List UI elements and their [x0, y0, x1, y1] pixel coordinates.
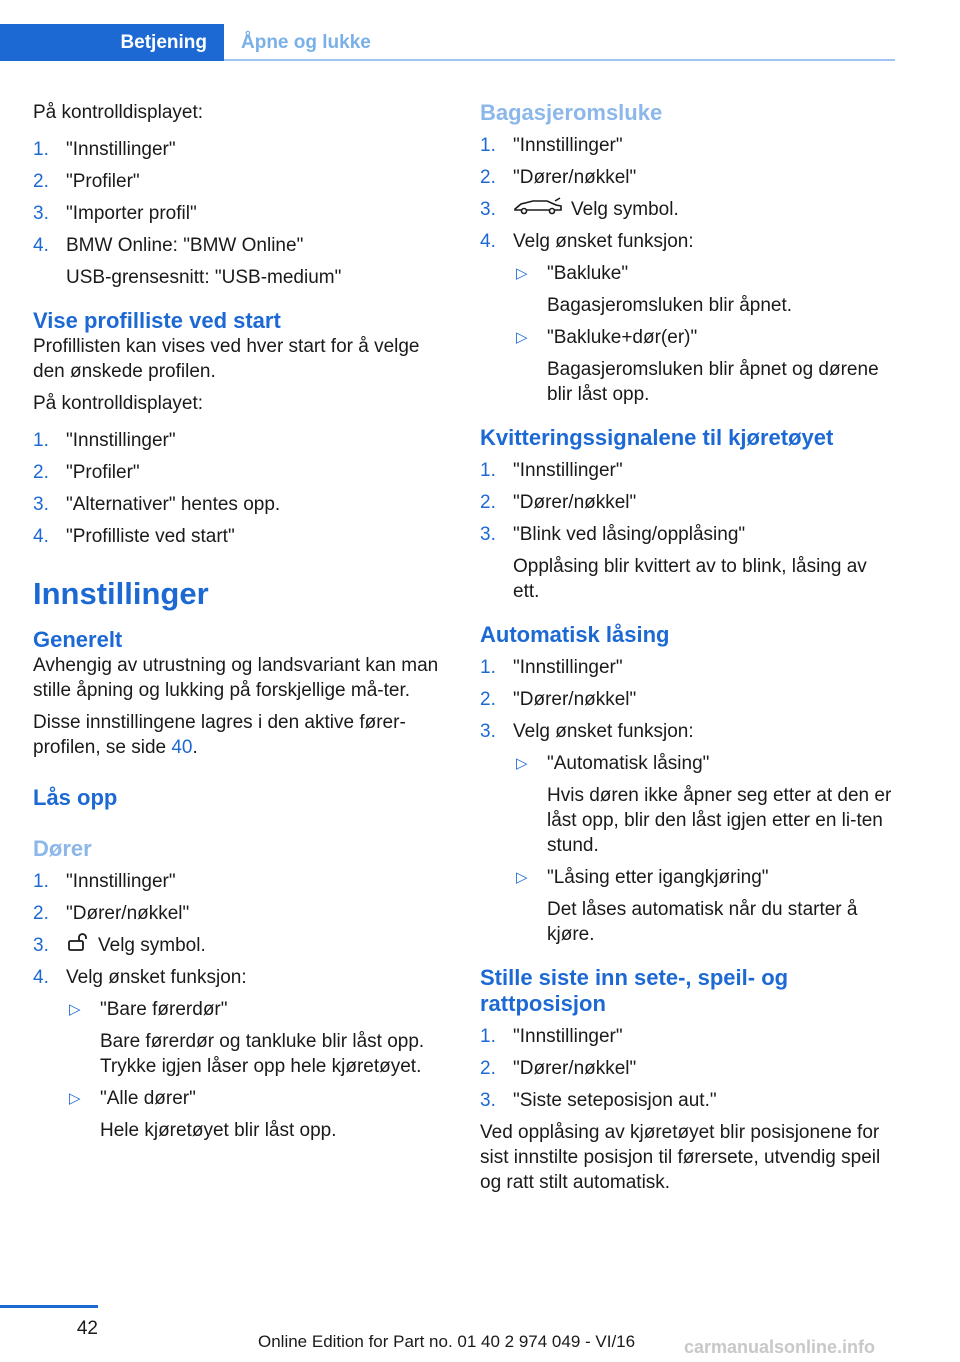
- page-header: [0, 24, 895, 61]
- list-item: 4. "Profilliste ved start": [33, 526, 235, 547]
- list-item: 2. "Dører/nøkkel": [480, 689, 637, 711]
- list-item: 3. Velg symbol.: [33, 933, 451, 958]
- triangle-bullet-icon: ▷: [69, 1001, 81, 1019]
- list-item: 3. "Alternativer" hentes opp.: [33, 494, 281, 515]
- triangle-bullet-icon: ▷: [516, 329, 528, 347]
- heading-kvitteringssignalene: Kvitteringssignalene til kjøretøyet: [480, 425, 834, 451]
- heading-stille-siste: Stille siste inn sete-, speil- og rattposisjon: [480, 965, 789, 1017]
- option-item: ▷ "Låsing etter igangkjøring" Det låses automatisk når du starter å kjøre.: [516, 867, 858, 946]
- body-text: Disse innstillingene lagres i den aktive fører-profilen, se side 40.: [33, 712, 406, 758]
- car-trunk-icon: [513, 197, 563, 222]
- option-item: ▷ "Bare førerdør" Bare førerdør og tankluke blir låst opp. Trykke igjen låser opp hele kjøretøyet.: [69, 999, 425, 1078]
- steps-list: [480, 133, 898, 407]
- heading-automatisk-lasing: Automatisk låsing: [480, 622, 670, 648]
- option-item: ▷ "Alle dører" Hele kjøretøyet blir låst opp.: [69, 1088, 337, 1142]
- heading-bagasjeromsluke: Bagasjeromsluke: [480, 100, 663, 125]
- option-item: ▷ "Bakluke+dør(er)" Bagasjeromsluken blir åpnet og dørene blir låst opp.: [516, 327, 879, 406]
- body-text: Ved opplåsing av kjøretøyet blir posisjonene for sist innstilte posisjon til førersete, utvendig speil og ratt stilt automatisk.: [480, 1122, 881, 1194]
- page-link[interactable]: 40: [171, 737, 193, 758]
- list-item: 2. "Profiler": [33, 171, 140, 192]
- option-list: [513, 261, 898, 407]
- list-item: 2. "Dører/nøkkel": [480, 167, 637, 188]
- list-item: 4. Velg ønsket funksjon: ▷ "Bakluke" Bagasjeromsluken blir åpnet. ▷ "Bakluke+dør(er)" Bagasjeromsluken blir åpnet og dørene blir låst opp.: [480, 229, 898, 407]
- footer-divider: [0, 1305, 98, 1308]
- triangle-bullet-icon: ▷: [516, 265, 528, 283]
- list-item: 1. "Innstillinger": [480, 460, 623, 482]
- triangle-bullet-icon: ▷: [516, 869, 528, 887]
- list-item: 3. "Blink ved låsing/opplåsing" Opplåsing blir kvittert av to blink, låsing av ett.: [480, 524, 867, 603]
- body-text: Profillisten kan vises ved hver start for å velge den ønskede profilen.: [33, 336, 420, 382]
- list-item: 2. "Dører/nøkkel": [33, 903, 190, 924]
- list-item: 1. "Innstillinger": [480, 135, 623, 156]
- list-item: 2. "Dører/nøkkel": [480, 1058, 637, 1080]
- list-item: 3. "Siste seteposisjon aut.": [480, 1090, 717, 1112]
- heading-vise-profilliste: Vise profilliste ved start: [33, 308, 281, 333]
- triangle-bullet-icon: ▷: [516, 755, 528, 773]
- section-tab-apne-og-lukke[interactable]: [241, 24, 371, 61]
- triangle-bullet-icon: ▷: [69, 1090, 81, 1108]
- header-divider: [224, 59, 895, 61]
- steps-list: [33, 869, 451, 1143]
- edition-text: Online Edition for Part no. 01 40 2 974 049 - VI/16: [258, 1332, 636, 1351]
- page-number: 42: [76, 1318, 98, 1339]
- steps-list: [480, 1024, 898, 1113]
- list-item: 1. "Innstillinger": [33, 430, 176, 451]
- list-item: 1. "Innstillinger": [33, 871, 176, 892]
- list-item: 3. Velg symbol.: [480, 197, 898, 222]
- heading-innstillinger: Innstillinger: [33, 576, 209, 611]
- body-text: Avhengig av utrustning og landsvariant kan man stille åpning og lukking på forskjellige må-ter.: [33, 655, 439, 701]
- option-list: [513, 751, 898, 947]
- intro-text: På kontrolldisplayet:: [33, 393, 204, 414]
- heading-las-opp: Lås opp: [33, 785, 118, 810]
- left-column: [33, 100, 451, 1150]
- list-item: 4. BMW Online: "BMW Online" USB-grensesnitt: "USB-medium": [33, 235, 342, 288]
- steps-list: [480, 655, 898, 947]
- section-label: Betjening: [120, 31, 207, 53]
- unlock-icon: [66, 933, 90, 958]
- section-tab-betjening[interactable]: [0, 24, 224, 61]
- list-item: 3. Velg ønsket funksjon: ▷ "Automatisk låsing" Hvis døren ikke åpner seg etter at den er låst opp, blir den låst igjen etter en li-ten stund. ▷ "Låsing etter igangkjøring" Det låses automatisk når du starter å kjøre.: [480, 719, 898, 947]
- steps-list: [480, 458, 898, 604]
- option-item: ▷ "Bakluke" Bagasjeromsluken blir åpnet.: [516, 263, 793, 317]
- heading-generelt: Generelt: [33, 627, 123, 652]
- list-item: 1. "Innstillinger": [480, 657, 623, 679]
- watermark: carmanualsonline.info: [684, 1337, 876, 1357]
- right-column: [480, 100, 898, 1195]
- list-item: 4. Velg ønsket funksjon: ▷ "Bare førerdør" Bare førerdør og tankluke blir låst opp. Trykke igjen låser opp hele kjøretøyet. ▷ "Alle dører" Hele kjøretøyet blir låst opp.: [33, 965, 451, 1143]
- intro-text: På kontrolldisplayet:: [33, 102, 204, 123]
- section-label: Åpne og lukke: [241, 31, 371, 53]
- list-item: 3. "Importer profil": [33, 203, 197, 224]
- list-item: 2. "Profiler": [33, 462, 140, 483]
- list-item: 2. "Dører/nøkkel": [480, 492, 637, 514]
- steps-list: [33, 428, 451, 549]
- list-item: 1. "Innstillinger": [33, 139, 176, 160]
- option-list: [66, 997, 451, 1143]
- option-item: ▷ "Automatisk låsing" Hvis døren ikke åpner seg etter at den er låst opp, blir den låst igjen etter en li-ten stund.: [516, 753, 892, 857]
- steps-list: [33, 137, 451, 290]
- list-item: 1. "Innstillinger": [480, 1026, 623, 1048]
- heading-dorer: Dører: [33, 836, 92, 861]
